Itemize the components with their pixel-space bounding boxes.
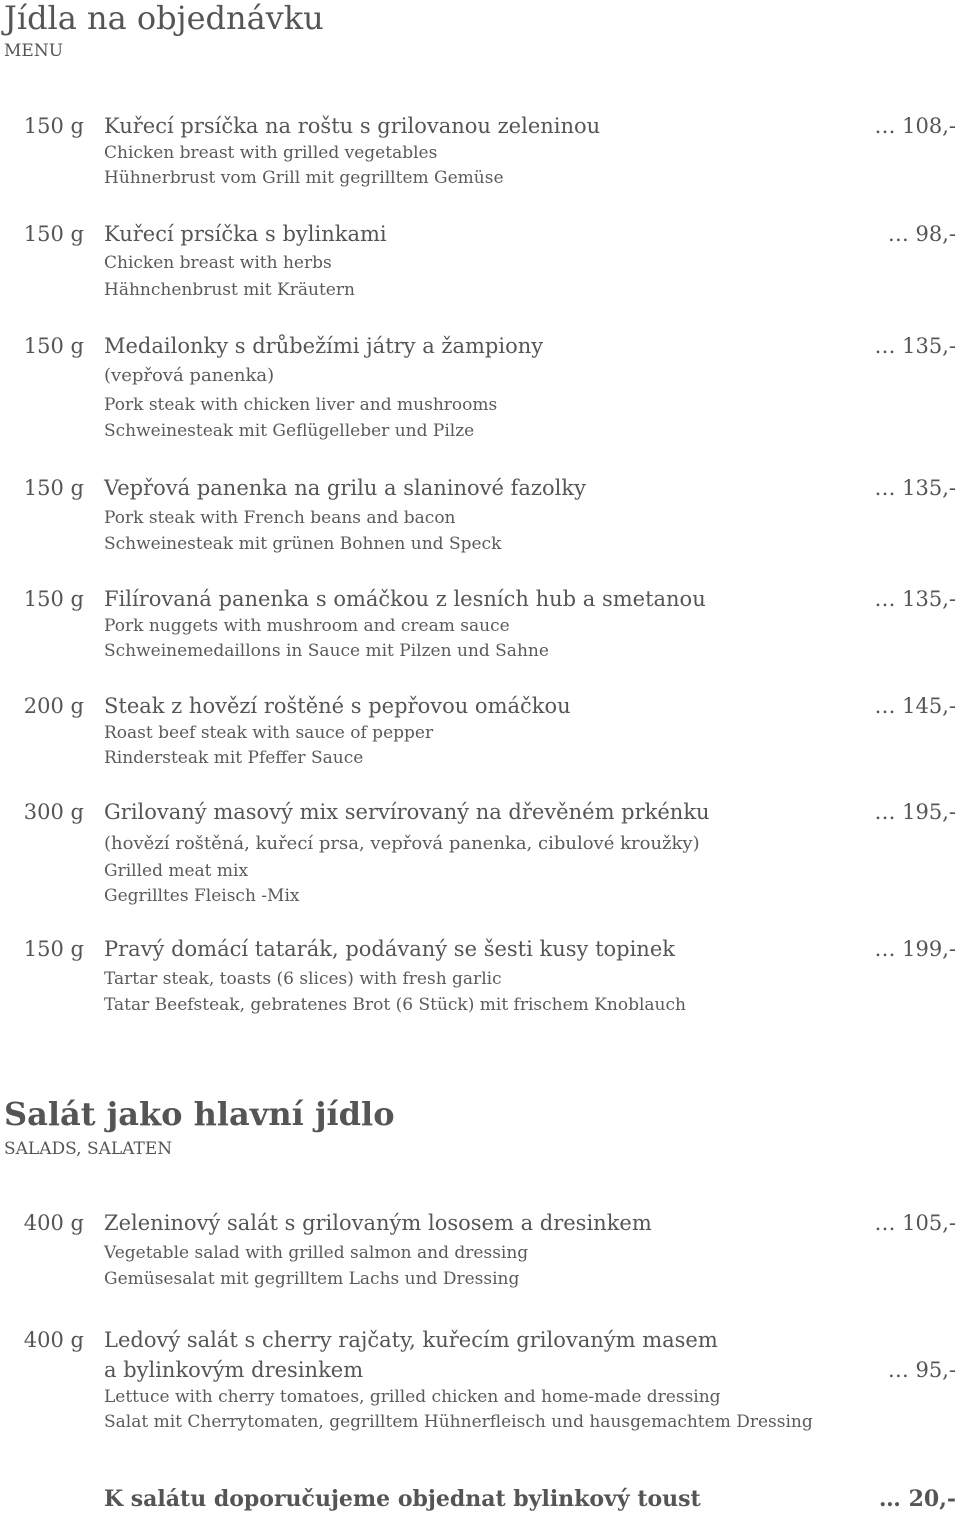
item-name: Filírovaná panenka s omáčkou z lesních hub a smetanou xyxy=(104,587,706,611)
item-desc-en: Grilled meat mix xyxy=(104,861,249,881)
item-note: (vepřová panenka) xyxy=(104,365,275,386)
item-desc-en: Roast beef steak with sauce of pepper xyxy=(104,723,434,743)
item-price: … 199,- xyxy=(874,937,956,961)
item-price: … 145,- xyxy=(874,694,956,718)
item-price: … 98,- xyxy=(887,222,956,246)
item-name: Pravý domácí tatarák, podávaný se šesti kusy topinek xyxy=(104,937,675,961)
item-desc-de: Schweinemedaillons in Sauce mit Pilzen und Sahne xyxy=(104,641,549,661)
item-price: … 135,- xyxy=(874,476,956,500)
item-desc-en: Tartar steak, toasts (6 slices) with fresh garlic xyxy=(104,969,502,989)
item-name: Grilovaný masový mix servírovaný na dřevěném prkénku xyxy=(104,800,710,824)
item-desc-de: Rindersteak mit Pfeffer Sauce xyxy=(104,748,364,768)
item-price: … 135,- xyxy=(874,587,956,611)
menu-item xyxy=(0,331,960,444)
section-subtitle-menu: MENU xyxy=(4,41,64,61)
salad-toast-recommendation xyxy=(0,1484,960,1514)
menu-item xyxy=(0,934,960,1018)
item-price: … 135,- xyxy=(874,334,956,358)
item-weight: 150 g xyxy=(23,114,84,138)
item-weight: 200 g xyxy=(23,694,84,718)
item-price: … 108,- xyxy=(874,114,956,138)
item-name: Steak z hovězí roštěné s pepřovou omáčkou xyxy=(104,694,571,718)
item-price: … 195,- xyxy=(874,800,956,824)
item-desc-en: Pork steak with French beans and bacon xyxy=(104,508,456,528)
menu-item xyxy=(0,1325,960,1435)
item-desc-en: Lettuce with cherry tomatoes, grilled chicken and home-made dressing xyxy=(104,1387,721,1407)
item-name: Vepřová panenka na grilu a slaninové fazolky xyxy=(104,476,586,500)
item-weight: 150 g xyxy=(23,587,84,611)
item-desc-en: Vegetable salad with grilled salmon and dressing xyxy=(104,1243,529,1263)
menu-item xyxy=(0,219,960,303)
item-name-continued: a bylinkovým dresinkem xyxy=(104,1358,364,1382)
item-name: K salátu doporučujeme objednat bylinkový toust xyxy=(104,1486,701,1512)
section-subtitle-salads: SALADS, SALATEN xyxy=(4,1139,173,1159)
item-desc-de: Schweinesteak mit grünen Bohnen und Speck xyxy=(104,534,502,554)
menu-item xyxy=(0,111,960,191)
item-desc-en: Pork steak with chicken liver and mushrooms xyxy=(104,395,498,415)
item-note: (hovězí roštěná, kuřecí prsa, vepřová panenka, cibulové kroužky) xyxy=(104,833,700,854)
item-price: … 95,- xyxy=(887,1358,956,1382)
item-desc-en: Chicken breast with herbs xyxy=(104,253,332,273)
menu-item xyxy=(0,473,960,557)
item-desc-de: Hähnchenbrust mit Kräutern xyxy=(104,280,355,300)
item-name: Zeleninový salát s grilovaným lososem a dresinkem xyxy=(104,1211,652,1235)
item-name: Kuřecí prsíčka s bylinkami xyxy=(104,222,387,246)
item-desc-de: Gegrilltes Fleisch -Mix xyxy=(104,886,300,906)
item-name: Medailonky s drůbežími játry a žampiony xyxy=(104,334,544,358)
section-title-salads: Salát jako hlavní jídlo xyxy=(4,1095,395,1133)
item-weight: 400 g xyxy=(23,1211,84,1235)
item-desc-de: Salat mit Cherrytomaten, gegrilltem Hühnerfleisch und hausgemachtem Dressing xyxy=(104,1412,813,1432)
item-desc-de: Hühnerbrust vom Grill mit gegrilltem Gemüse xyxy=(104,168,504,188)
item-weight: 150 g xyxy=(23,937,84,961)
item-desc-en: Pork nuggets with mushroom and cream sauce xyxy=(104,616,510,636)
item-desc-de: Tatar Beefsteak, gebratenes Brot (6 Stück) mit frischem Knoblauch xyxy=(104,995,686,1015)
menu-item xyxy=(0,584,960,664)
menu-item xyxy=(0,1208,960,1292)
item-desc-de: Gemüsesalat mit gegrilltem Lachs und Dressing xyxy=(104,1269,520,1289)
item-weight: 150 g xyxy=(23,334,84,358)
section-title-menu: Jídla na objednávku xyxy=(4,0,324,37)
item-name: Ledový salát s cherry rajčaty, kuřecím grilovaným masem xyxy=(104,1328,718,1352)
item-weight: 150 g xyxy=(23,222,84,246)
item-price: … 105,- xyxy=(874,1211,956,1235)
item-weight: 150 g xyxy=(23,476,84,500)
menu-item xyxy=(0,797,960,909)
item-name: Kuřecí prsíčka na roštu s grilovanou zeleninou xyxy=(104,114,601,138)
item-desc-de: Schweinesteak mit Geflügelleber und Pilze xyxy=(104,421,475,441)
item-desc-en: Chicken breast with grilled vegetables xyxy=(104,143,438,163)
menu-item xyxy=(0,691,960,771)
item-weight: 300 g xyxy=(23,800,84,824)
item-weight: 400 g xyxy=(23,1328,84,1352)
item-price: … 20,- xyxy=(878,1486,956,1512)
